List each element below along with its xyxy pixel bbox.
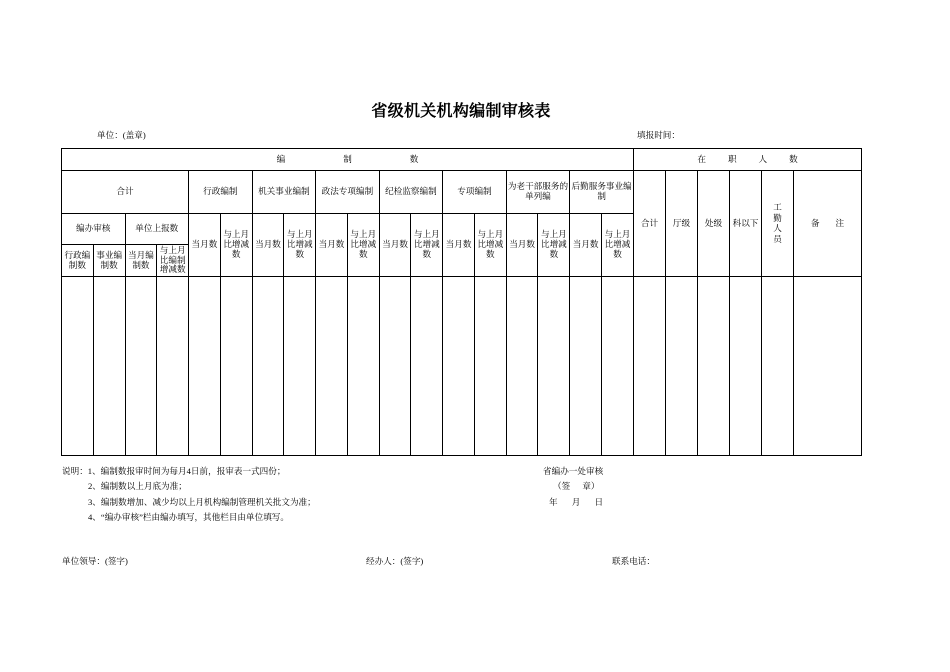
unit-leader-signature-label: 单位领导：(签字) bbox=[62, 556, 128, 566]
data-cell bbox=[443, 277, 475, 456]
establishment-group-header bbox=[62, 149, 634, 171]
form-title: 省级机关机构编制审核表 bbox=[371, 103, 551, 120]
discipline-month-change-header: 与上月比增减数 bbox=[411, 214, 443, 277]
staff-bureau-level-header: 厅级 bbox=[666, 171, 698, 277]
institution-month-change-header: 与上月比增减数 bbox=[284, 214, 316, 277]
data-cell bbox=[379, 277, 411, 456]
data-cell bbox=[411, 277, 443, 456]
remarks-label: 备注 bbox=[810, 217, 861, 228]
review-date-label: 年 月 日 bbox=[549, 497, 604, 507]
unit-seal-label: 单位：(盖章) bbox=[97, 130, 146, 140]
data-cell bbox=[666, 277, 698, 456]
logistics-current-month-header: 当月数 bbox=[570, 214, 602, 277]
data-cell bbox=[347, 277, 379, 456]
staff-division-level-header: 处级 bbox=[698, 171, 730, 277]
category-veteran-cadre-header: 为老干部服务的单列编 bbox=[506, 171, 570, 214]
veteran-cadre-month-change-header: 与上月比增减数 bbox=[538, 214, 570, 277]
reviewer-label: 省编办一处审核 bbox=[543, 466, 604, 476]
institution-current-month-header: 当月数 bbox=[252, 214, 284, 277]
monthly-establishment-header: 当月编制数 bbox=[125, 245, 157, 277]
institution-establishment-count-header: 事业编制数 bbox=[93, 245, 125, 277]
category-political-legal-header: 政法专项编制 bbox=[316, 171, 380, 214]
unit-report-header: 单位上报数 bbox=[125, 214, 189, 245]
logistics-month-change-header: 与上月比增减数 bbox=[602, 214, 634, 277]
data-cell bbox=[93, 277, 125, 456]
data-cell bbox=[474, 277, 506, 456]
special-current-month-header: 当月数 bbox=[443, 214, 475, 277]
category-header-row bbox=[62, 171, 862, 214]
seal-label: （签 章） bbox=[553, 481, 600, 491]
staff-section-below-header: 科以下 bbox=[730, 171, 762, 277]
staff-group-header bbox=[634, 149, 862, 171]
data-cell bbox=[538, 277, 570, 456]
data-cell bbox=[125, 277, 157, 456]
category-admin-header: 行政编制 bbox=[189, 171, 253, 214]
office-review-header: 编办审核 bbox=[62, 214, 126, 245]
discipline-current-month-header: 当月数 bbox=[379, 214, 411, 277]
admin-establishment-count-header: 行政编制数 bbox=[62, 245, 94, 277]
data-cell bbox=[730, 277, 762, 456]
staff-workers-label: 工勤人员 bbox=[773, 202, 782, 244]
data-cell bbox=[157, 277, 189, 456]
special-month-change-header: 与上月比增减数 bbox=[474, 214, 506, 277]
remarks-header bbox=[794, 171, 862, 277]
data-cell bbox=[602, 277, 634, 456]
category-institution-header: 机关事业编制 bbox=[252, 171, 316, 214]
note-line-2: 2、编制数以上月底为准； bbox=[88, 481, 187, 491]
note-line-4: 4、“编办审核”栏由编办填写，其他栏目由单位填写。 bbox=[88, 512, 289, 522]
political-legal-current-month-header: 当月数 bbox=[316, 214, 348, 277]
admin-month-change-header: 与上月比增减数 bbox=[220, 214, 252, 277]
note-line-1: 说明：1、编制数报审时间为每月4日前，报审表一式四份； bbox=[62, 466, 286, 476]
staff-total-header: 合计 bbox=[634, 171, 666, 277]
handler-signature-label: 经办人：(签字) bbox=[366, 556, 424, 566]
data-cell bbox=[252, 277, 284, 456]
table-body-row bbox=[62, 277, 862, 456]
establishment-group-label: 编制数 bbox=[276, 153, 477, 164]
data-cell bbox=[284, 277, 316, 456]
admin-current-month-header: 当月数 bbox=[189, 214, 221, 277]
political-legal-month-change-header: 与上月比增减数 bbox=[347, 214, 379, 277]
category-discipline-header: 纪检监察编制 bbox=[379, 171, 443, 214]
data-cell bbox=[220, 277, 252, 456]
staff-workers-header bbox=[762, 171, 794, 277]
data-cell bbox=[698, 277, 730, 456]
establishment-audit-table bbox=[61, 148, 862, 456]
group-header-row bbox=[62, 149, 862, 171]
staff-group-label: 在职人数 bbox=[697, 153, 820, 164]
fill-date-label: 填报时间： bbox=[637, 130, 680, 140]
data-cell bbox=[634, 277, 666, 456]
contact-phone-label: 联系电话： bbox=[612, 556, 655, 566]
veteran-cadre-current-month-header: 当月数 bbox=[506, 214, 538, 277]
category-special-header: 专项编制 bbox=[443, 171, 507, 214]
category-logistics-header: 后勤服务事业编制 bbox=[570, 171, 634, 214]
monthly-establishment-change-header: 与上月比编制增减数 bbox=[157, 245, 189, 277]
data-cell bbox=[62, 277, 94, 456]
data-cell bbox=[762, 277, 794, 456]
data-cell bbox=[794, 277, 862, 456]
note-line-3: 3、编制数增加、减少均以上月机构编制管理机关批文为准； bbox=[88, 497, 316, 507]
data-cell bbox=[189, 277, 221, 456]
total-header: 合计 bbox=[62, 171, 189, 214]
data-cell bbox=[570, 277, 602, 456]
data-cell bbox=[316, 277, 348, 456]
data-cell bbox=[506, 277, 538, 456]
